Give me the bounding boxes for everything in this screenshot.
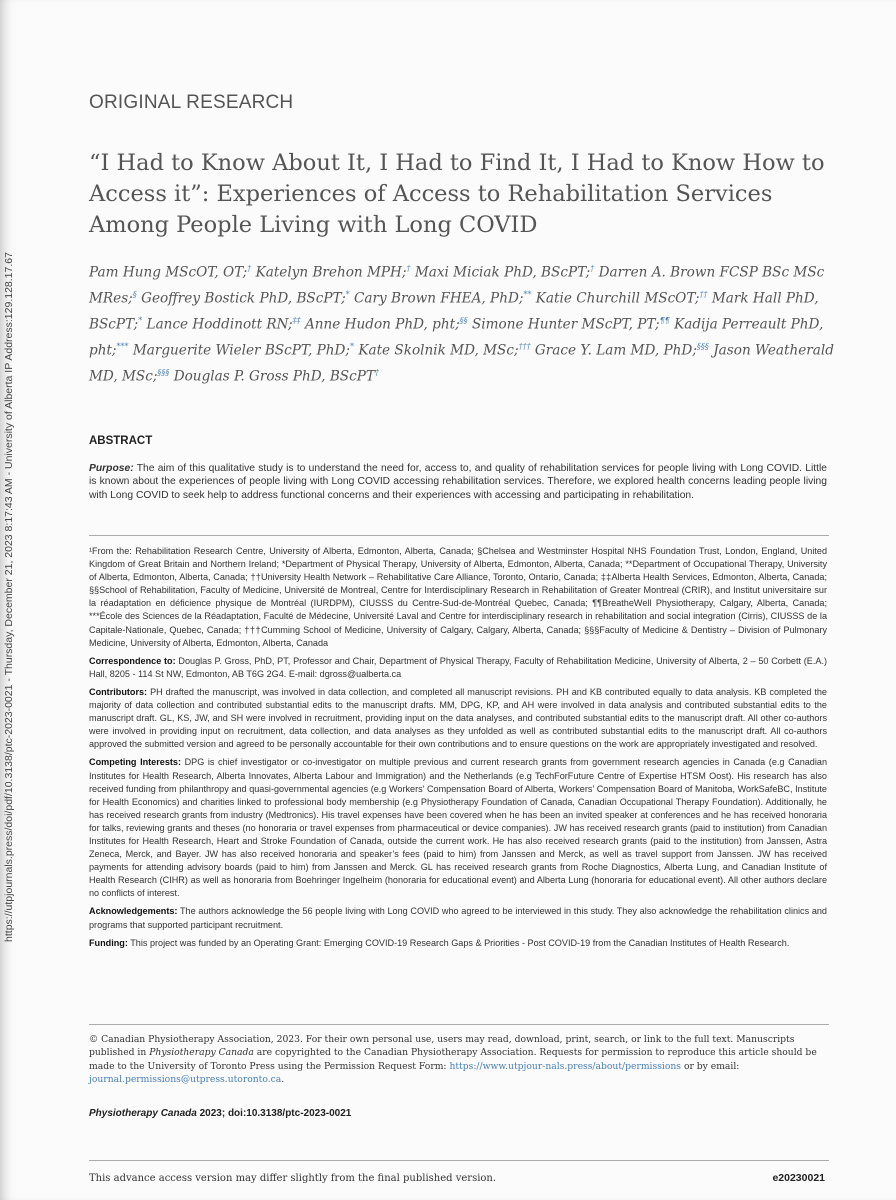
divider	[89, 1160, 829, 1161]
abstract-heading: ABSTRACT	[89, 435, 153, 447]
author-name: Anne Hudon PhD, pht;	[300, 316, 460, 333]
correspondence-text: Douglas P. Gross, PhD, PT, Professor and Chair, Department of Physical Therapy, Faculty of Rehabilitation Medicine, University of Alberta, 2 – 50 Corbett (E.A.) Hall, 8205 - 114 St NW, Edmonton, AB T6G 2G4. E-mail: dgross@ualberta.ca	[89, 655, 828, 679]
author-list	[89, 258, 849, 388]
front-notes	[89, 545, 827, 955]
author-name: Marguerite Wieler BScPT, PhD;	[128, 342, 351, 359]
author-name: Darren A. Brown FCSP BSc MSc MRes;	[89, 264, 825, 307]
author-name: Simone Hunter MScPT, PT;	[467, 316, 660, 333]
download-watermark: https://utpjournals.press/doi/pdf/10.3138/ptc-2023-0021 - Thursday, December 21, 2023 8:17:43 AM - University of Alberta IP Address:129.128.17.67	[3, 252, 15, 942]
acknowledgements-label: Acknowledgements:	[89, 906, 178, 917]
section-label: ORIGINAL RESEARCH	[89, 92, 294, 113]
affiliation-mark: †††	[518, 341, 531, 351]
citation	[89, 1108, 351, 1119]
author-name: Lance Hoddinott RN;	[142, 316, 293, 333]
author-name: Katelyn Brehon MPH;	[251, 264, 407, 281]
affiliation-mark: §	[132, 289, 137, 299]
affiliation-mark: §§	[459, 315, 468, 325]
funding-text: This project was funded by an Operating Grant: Emerging COVID-19 Research Gaps & Priorities - Post COVID-19 from the Canadian Institutes of Health Research.	[127, 937, 790, 948]
affiliation-mark: ***	[116, 341, 129, 351]
copyright-text: .	[281, 1074, 285, 1086]
affiliation-mark: †	[247, 264, 252, 273]
abstract-body	[89, 462, 827, 502]
funding	[89, 937, 827, 950]
affiliation-mark: †	[406, 264, 411, 273]
funding-label: Funding:	[89, 937, 128, 948]
affiliation-mark: ††	[699, 289, 708, 299]
correspondence	[89, 655, 827, 681]
author-name: Geoffrey Bostick PhD, BScPT;	[136, 290, 346, 307]
contributors	[89, 686, 827, 751]
affiliation-mark: †	[590, 264, 595, 273]
divider	[89, 1024, 829, 1025]
affiliation-mark: *	[138, 315, 143, 325]
competing-interests	[89, 756, 827, 900]
advance-note: This advance access version may differ slightly from the final published version.	[89, 1173, 497, 1184]
author-name: Katie Churchill MScOT;	[531, 290, 700, 307]
author-name: Grace Y. Lam MD, PhD;	[530, 342, 697, 359]
competing-label: Competing Interests:	[89, 757, 182, 768]
permissions-email-link[interactable]: journal.permissions@utpress.utoronto.ca	[89, 1074, 282, 1086]
acknowledgements-text: The authors acknowledge the 56 people living with Long COVID who agreed to be interviewed in this study. They also acknowledge the rehabilitation clinics and programs that supported participant recruitment.	[89, 906, 827, 930]
copyright-text: © Canadian Physiotherapy Association, 2023. For their own personal use, users may read, download, print, search, or link to the full text. Manuscripts published in	[89, 1034, 795, 1059]
correspondence-label: Correspondence to:	[89, 655, 176, 666]
affiliation-mark: §§§	[157, 367, 170, 377]
purpose-label: Purpose:	[89, 463, 134, 474]
author-name: Maxi Miciak PhD, BScPT;	[410, 264, 591, 281]
permissions-link[interactable]: https://www.utpjour-nals.press/about/permissions	[449, 1060, 682, 1072]
purpose-text: The aim of this qualitative study is to understand the need for, access to, and quality of rehabilitation services for people living with Long COVID. Little is known about the experiences of people living with Long COVID accessing rehabilitation services. Therefore, we explored health concerns leading people living with Long COVID to seek help to address functional concerns and their experiences with accessing and participating in rehabilitation.	[89, 463, 827, 501]
copyright-text: or by email:	[681, 1060, 740, 1072]
affiliation-mark: **	[523, 289, 532, 299]
copyright-journal: Physiotherapy Canada	[149, 1047, 254, 1059]
article-title: “I Had to Know About It, I Had to Find It, I Had to Know How to Access it”: Experiences of Access to Rehabilitation Services Among People Living with Long COVID	[89, 150, 825, 238]
copyright-notice	[89, 1033, 829, 1087]
author-name: Jason Weatherald MD, MSc;	[89, 342, 834, 385]
affiliation-mark: ‡‡	[292, 315, 301, 325]
article-id: e20230021	[772, 1172, 825, 1184]
contributors-text: PH drafted the manuscript, was involved in data collection, and completed all manuscript revisions. PH and KB contributed equally to data analysis. KB completed the majority of data collection and contributed substantial edits to the manuscript drafts. MM, DPG, KP, and AH were involved in data analysis and contributed substantial edits to the manuscript draft. GL, KS, JW, and SH were involved in recruitment, providing input on the data analyses, and contributed substantial edits to the manuscript draft. All other co-authors were involved in providing input on recruitment, data collection, and data analyses as they unfolded as well as contributed substantial edits to the manuscript draft. All co-authors approved the submitted version and agreed to be personally accountable for their own contributions and to ensure questions on the work are appropriately investigated and resolved.	[89, 686, 827, 750]
affiliation-mark: *	[345, 289, 350, 299]
author-name: Kadija Perreault PhD, pht;	[89, 316, 824, 359]
affiliations: ¹From the: Rehabilitation Research Centre, University of Alberta, Edmonton, Alberta, Canada; §Chelsea and Westminster Hospital NHS Foundation Trust, London, England, United Kingdom of Great Britain and Northern Ireland; *Department of Physical Therapy, University of Alberta, Edmonton, Alberta, Canada; **Department of Occupational Therapy, University of Alberta, Edmonton, Alberta, Canada; ††University Health Network – Rehabilitative Care Alliance, Toronto, Ontario, Canada; ‡‡Alberta Health Services, Edmonton, Alberta, Canada; §§School of Rehabilitation, Faculty of Medicine, Université de Montreal, Centre for Interdisciplinary Research in Rehabilitation of Greater Montreal (CRIR), and Institut universitaire sur la réadaptation en déficience physique de Montréal (IURDPM), CIUSSS du Centre-Sud-de-Montréal Quebec, Canada; ¶¶BreatheWell Physiotherapy, Calgary, Alberta, Canada; ***École des Sciences de la Réadaptation, Faculté de Médecine, Université Laval and Centre for interdisciplinary research in rehabilitation and social integration (Cirris), CIUSSS de la Capitale-Nationale, Quebec, Canada; †††Cumming School of Medicine, University of Calgary, Calgary, Alberta, Canada; §§§Faculty of Medicine & Dentistry – Division of Pulmonary Medicine, University of Alberta, Edmonton, Alberta, Canada	[89, 546, 827, 648]
competing-text: DPG is chief investigator or co-investigator on multiple previous and current research grants from government research agencies in Canada (e.g Canadian Institutes for Health Research, Alberta Innovates, Alberta Labour and Immigration) and the Netherlands (e.g TechForFuture Centre of Expertise HTSM Oost). His research has also received funding from philanthropy and quasi-governmental agencies (e.g Workers’ Compensation Board of Alberta, Workers’ Compensation Board of Manitoba, WorkSafeBC, Institute for Health Economics) and charities linked to professional body membership (e.g Physiotherapy Foundation of Canada, Canadian Occupational Therapy Foundation). Additionally, he has received research grants from industry (Medtronics). His travel expenses have been covered when he has been an invited speaker at conferences and he has received honoraria for talks, reviewing grants and theses (no honoraria or travel expenses from pharmaceutical or device companies). JW has received research grants (paid to institution) from Canadian Institutes for Health Research, Heart and Stroke Foundation of Canada, outside the current work. He has also received research grants (paid to the institution) from Janssen, Astra Zeneca, Merck, and Bayer. JW has also received honoraria and speaker’s fees (paid to him) from Janssen and Merck, as well as travel support from Janssen. JW has received payments for attending advisory boards (paid to him) from Janssen and Merck. GL has received research grants from Roche Diagnostics, Alberta Lung, and Canadian Institute of Health Research (CIHR) as well as honoraria from Boehringer Ingelheim (honoraria for educational event) and Alberta Lung (honoraria for educational event). All other authors declare no conflicts of interest.	[89, 757, 827, 899]
citation-journal: Physiotherapy Canada	[89, 1108, 197, 1119]
affiliation-mark: ¶¶	[659, 315, 670, 325]
author-name: Cary Brown FHEA, PhD;	[349, 290, 524, 307]
contributors-label: Contributors:	[89, 686, 148, 697]
acknowledgements	[89, 905, 827, 931]
affiliation-mark: *	[350, 341, 355, 351]
copyright-text: are copyrighted to the Canadian Physiotherapy Association. Requests for permission to reproduce this article should be made to the University of Toronto Press using the Permission Request Form:	[89, 1047, 817, 1072]
author-name: Douglas P. Gross PhD, BScPT	[169, 368, 375, 385]
author-name: Pam Hung MScOT, OT;	[89, 264, 248, 281]
divider	[89, 535, 829, 536]
author-name: Kate Skolnik MD, MSc;	[354, 342, 519, 359]
citation-rest: 2023; doi:10.3138/ptc-2023-0021	[196, 1108, 352, 1119]
author-name: Mark Hall PhD, BScPT;	[89, 290, 819, 333]
affiliation-mark: †	[374, 367, 379, 377]
affiliation-mark: §§§	[696, 341, 709, 351]
